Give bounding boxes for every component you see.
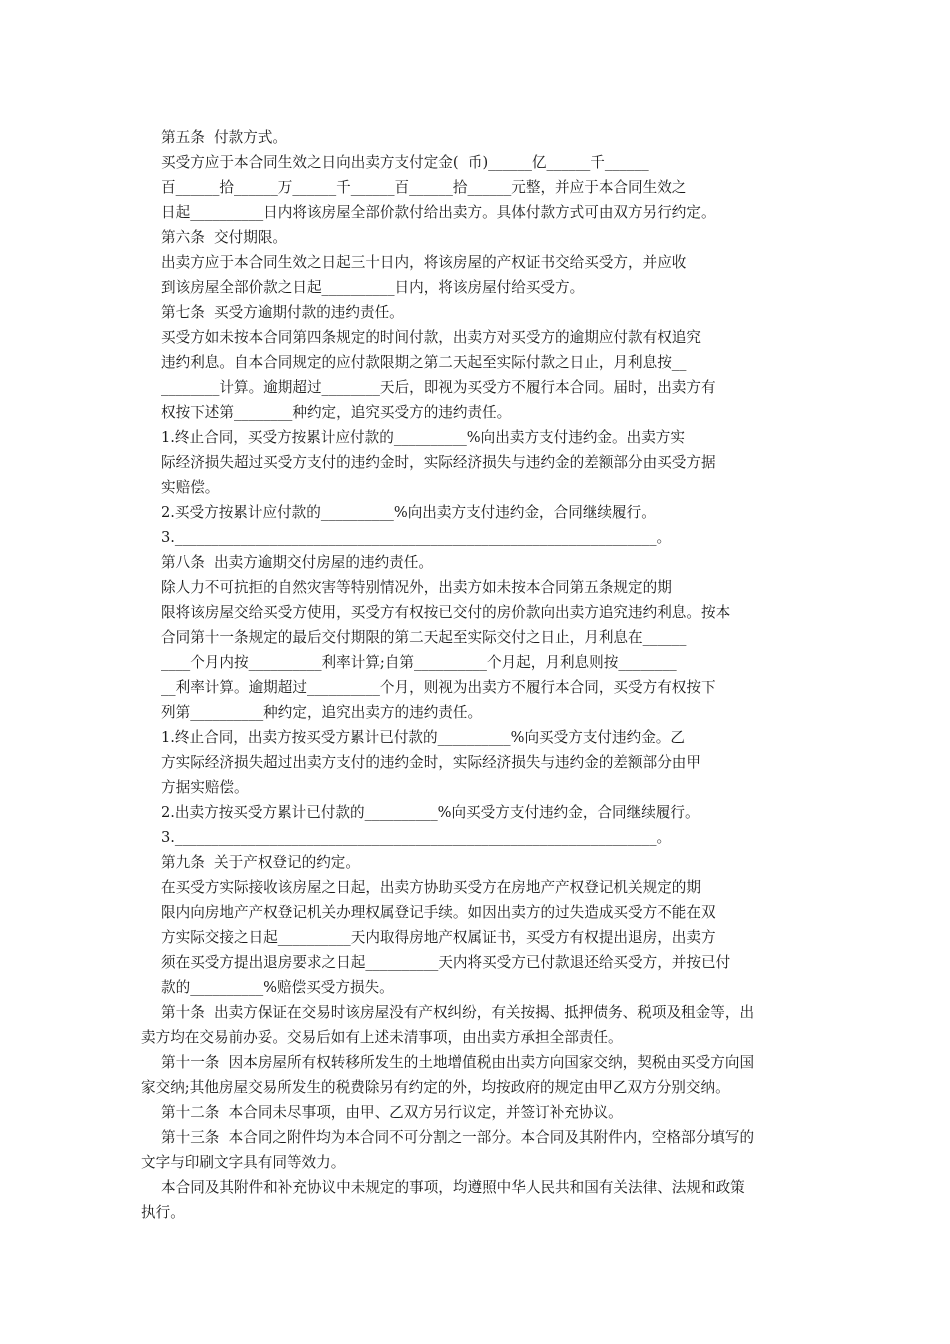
text-line: 买受方如未按本合同第四条规定的时间付款，出卖方对买受方的逾期应付款有权追究 xyxy=(161,329,701,346)
text-line: 1.终止合同，出卖方按买受方累计已付款的__________%向买受方支付违约金。乙 xyxy=(161,729,685,746)
text-line: 限内向房地产产权登记机关办理权属登记手续。如因出卖方的过失造成买受方不能在双 xyxy=(161,904,716,921)
text-line: 违约利息。自本合同规定的应付款限期之第二天起至实际付款之日止，月利息按__ xyxy=(161,354,687,371)
article-13-line: 第十三条 本合同之附件均为本合同不可分割之一部分。本合同及其附件内，空格部分填写的 xyxy=(161,1129,755,1146)
text-line: 百______拾______万______千______百______拾______元整，并应于本合同生效之 xyxy=(161,179,687,196)
article-9-heading: 第九条 关于产权登记的约定。 xyxy=(161,854,360,871)
text-line: __利率计算。逾期超过__________个月，则视为出卖方不履行本合同，买受方有权按下 xyxy=(161,679,716,696)
text-line: 日起__________日内将该房屋全部价款付给出卖方。具体付款方式可由双方另行约定。 xyxy=(161,204,716,221)
article-7-heading: 第七条 买受方逾期付款的违约责任。 xyxy=(161,304,404,321)
text-line: 合同第十一条规定的最后交付期限的第二天起至实际交付之日止，月利息在______ xyxy=(161,629,687,646)
text-line: 文字与印刷文字具有同等效力。 xyxy=(141,1154,346,1171)
text-line: 须在买受方提出退房要求之日起__________天内将买受方已付款退还给买受方，并按已付 xyxy=(161,954,731,971)
text-line: 除人力不可抗拒的自然灾害等特别情况外，出卖方如未按本合同第五条规定的期 xyxy=(161,579,672,596)
text-line: 方实际经济损失超过出卖方支付的违约金时，实际经济损失与违约金的差额部分由甲 xyxy=(161,754,701,771)
article-8-heading: 第八条 出卖方逾期交付房屋的违约责任。 xyxy=(161,554,433,571)
text-line: 2.买受方按累计应付款的__________%向出卖方支付违约金，合同继续履行。 xyxy=(161,504,656,521)
text-line: 3.__________________________________________________________________。 xyxy=(161,529,672,546)
text-line: 家交纳;其他房屋交易所发生的税费除另有约定的外，均按政府的规定由甲乙双方分别交纳。 xyxy=(141,1079,730,1096)
text-line: 买受方应于本合同生效之日向出卖方支付定金( 币)______亿______千______ xyxy=(161,154,649,171)
text-line: 方据实赔偿。 xyxy=(161,779,249,796)
text-line: 1.终止合同，买受方按累计应付款的__________%向出卖方支付违约金。出卖方实 xyxy=(161,429,685,446)
text-line: 3.__________________________________________________________________。 xyxy=(161,829,672,846)
text-line: 到该房屋全部价款之日起__________日内，将该房屋付给买受方。 xyxy=(161,279,585,296)
text-line: 款的__________%赔偿买受方损失。 xyxy=(161,979,394,996)
closing-line: 本合同及其附件和补充协议中未规定的事项，均遵照中华人民共和国有关法律、法规和政策 xyxy=(161,1179,745,1196)
text-line: 卖方均在交易前办妥。交易后如有上述未清事项，由出卖方承担全部责任。 xyxy=(141,1029,623,1046)
text-line: 2.出卖方按买受方累计已付款的__________%向买受方支付违约金，合同继续履行。 xyxy=(161,804,700,821)
article-12-line: 第十二条 本合同未尽事项，由甲、乙双方另行议定，并签订补充协议。 xyxy=(161,1104,623,1121)
text-line: 出卖方应于本合同生效之日起三十日内，将该房屋的产权证书交给买受方，并应收 xyxy=(161,254,687,271)
article-11-line: 第十一条 因本房屋所有权转移所发生的土地增值税由出卖方向国家交纳，契税由买受方向国 xyxy=(161,1054,755,1071)
text-line: 在买受方实际接收该房屋之日起，出卖方协助买受方在房地产产权登记机关规定的期 xyxy=(161,879,701,896)
article-5-heading: 第五条 付款方式。 xyxy=(161,129,288,146)
text-line: 限将该房屋交给买受方使用，买受方有权按已交付的房价款向出卖方追究违约利息。按本 xyxy=(161,604,731,621)
text-line: 列第__________种约定，追究出卖方的违约责任。 xyxy=(161,704,483,721)
text-line: 权按下述第________种约定，追究买受方的违约责任。 xyxy=(161,404,512,421)
text-line: 实赔偿。 xyxy=(161,479,220,496)
text-line: ____个月内按__________利率计算;自第__________个月起，月利息则按________ xyxy=(161,654,677,671)
text-line: 执行。 xyxy=(141,1204,185,1221)
text-line: 方实际交接之日起__________天内取得房地产权属证书，买受方有权提出退房，出卖方 xyxy=(161,929,716,946)
article-10-line: 第十条 出卖方保证在交易时该房屋没有产权纠纷，有关按揭、抵押债务、税项及租金等，出 xyxy=(161,1004,755,1021)
article-6-heading: 第六条 交付期限。 xyxy=(161,229,288,246)
text-line: 际经济损失超过买受方支付的违约金时，实际经济损失与违约金的差额部分由买受方据 xyxy=(161,454,716,471)
text-line: ________计算。逾期超过________天后，即视为买受方不履行本合同。届时，出卖方有 xyxy=(161,379,716,396)
